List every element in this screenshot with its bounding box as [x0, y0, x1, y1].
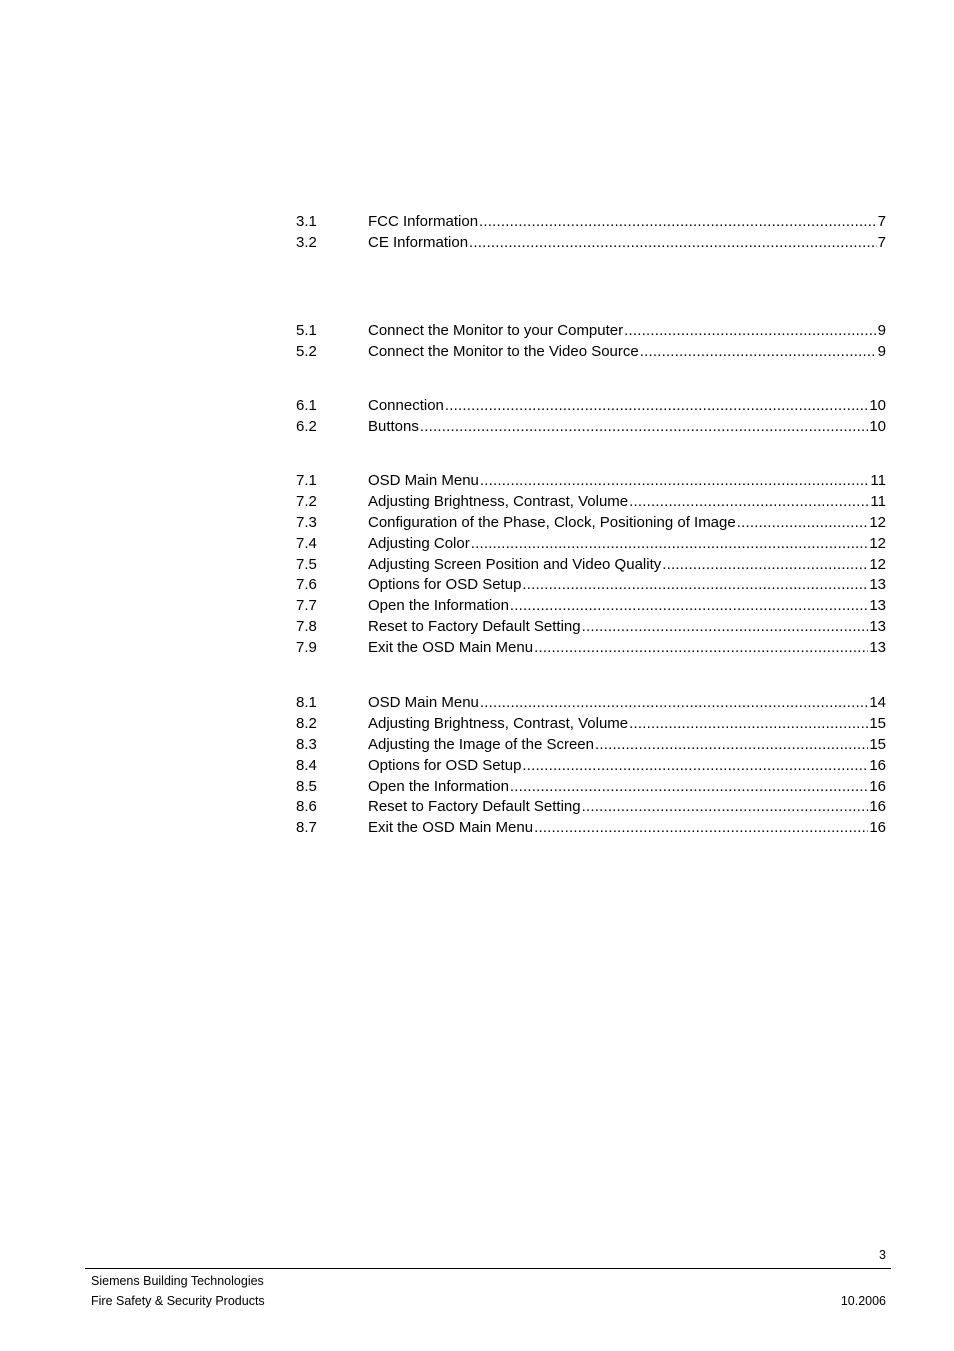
toc-entry-title: Options for OSD Setup [368, 576, 522, 594]
toc-entry-title: Adjusting Color [368, 534, 470, 552]
toc-entry-title: Exit the OSD Main Menu [368, 819, 534, 837]
toc-entry-page: 9 [877, 322, 886, 339]
toc-entry-number: 7.5 [296, 555, 317, 573]
toc-entry[interactable] [296, 535, 886, 556]
toc-entry[interactable] [296, 736, 886, 757]
toc-entry-number: 5.2 [296, 342, 317, 360]
dot-leader [582, 618, 869, 635]
toc-entry[interactable] [296, 819, 886, 840]
dot-leader [629, 493, 869, 510]
toc-entry[interactable] [296, 514, 886, 535]
toc-entry-page: 9 [877, 342, 886, 360]
toc-entry-number: 7.6 [296, 576, 317, 594]
dot-leader [522, 757, 868, 774]
footer-date: 10.2006 [840, 1294, 886, 1308]
dot-leader [420, 418, 868, 435]
toc-entry-number: 7.9 [296, 639, 317, 657]
toc-entry-number: 7.8 [296, 618, 317, 636]
toc-entry-title: Configuration of the Phase, Clock, Positioning of Image [368, 513, 736, 531]
toc-entry-title: Options for OSD Setup [368, 756, 522, 774]
toc-entry-number: 8.5 [296, 777, 317, 795]
toc-entry-title: OSD Main Menu [368, 694, 479, 711]
toc-entry-page: 12 [869, 555, 886, 573]
toc-entry-number: 5.1 [296, 322, 317, 339]
toc-entry[interactable] [296, 556, 886, 577]
toc-entry-page: 15 [869, 735, 886, 753]
toc-entry[interactable] [296, 798, 886, 819]
toc-entry-number: 7.4 [296, 534, 317, 552]
toc-entry-number: 7.7 [296, 597, 317, 615]
dot-leader [522, 576, 868, 593]
toc-entry-number: 3.2 [296, 233, 317, 251]
toc-entry[interactable] [296, 597, 886, 618]
dot-leader [624, 322, 877, 339]
toc-entry[interactable] [296, 418, 886, 439]
toc-entry-number: 3.1 [296, 213, 317, 230]
toc-entry-page: 11 [870, 472, 886, 489]
toc-entry-page: 12 [869, 513, 886, 531]
toc-entry-title: Open the Information [368, 777, 509, 795]
toc-entry[interactable] [296, 757, 886, 778]
toc-entry-title: CE Information [368, 233, 469, 251]
toc-entry-title: Reset to Factory Default Setting [368, 798, 581, 816]
toc-entry-number: 6.2 [296, 417, 317, 435]
dot-leader [471, 535, 869, 552]
dot-leader [510, 597, 868, 614]
toc-group-section-8 [296, 694, 886, 840]
toc-entry-title: Exit the OSD Main Menu [368, 639, 534, 657]
toc-entry-number: 8.6 [296, 798, 317, 816]
toc-entry-page: 10 [869, 417, 886, 435]
toc-entry-title: Connect the Monitor to the Video Source [368, 342, 639, 360]
footer-company: Siemens Building Technologies [91, 1274, 264, 1288]
toc-entry[interactable] [296, 397, 886, 418]
toc-entry-title: Open the Information [368, 597, 509, 615]
toc-entry-page: 14 [869, 694, 886, 711]
toc-entry[interactable] [296, 715, 886, 736]
toc-entry-title: Adjusting Brightness, Contrast, Volume [368, 492, 629, 510]
toc-entry-page: 13 [869, 576, 886, 594]
toc-entry[interactable] [296, 213, 886, 234]
toc-entry-title: Connection [368, 397, 444, 414]
dot-leader [582, 798, 869, 815]
toc-entry-page: 16 [869, 777, 886, 795]
toc-entry[interactable] [296, 618, 886, 639]
toc-entry[interactable] [296, 322, 886, 343]
toc-entry-page: 13 [869, 597, 886, 615]
toc-entry-title: Reset to Factory Default Setting [368, 618, 581, 636]
dot-leader [479, 213, 877, 230]
toc-entry-number: 7.2 [296, 492, 317, 510]
toc-entry-number: 8.2 [296, 714, 317, 732]
toc-entry-page: 16 [869, 756, 886, 774]
toc-entry-page: 16 [869, 819, 886, 837]
toc-group-section-5 [296, 322, 886, 364]
toc-entry[interactable] [296, 343, 886, 364]
dot-leader [737, 514, 869, 531]
dot-leader [445, 397, 868, 414]
toc-entry[interactable] [296, 234, 886, 255]
toc-entry-page: 11 [870, 492, 886, 510]
toc-entry-page: 7 [877, 213, 886, 230]
dot-leader [480, 694, 868, 711]
toc-entry-number: 8.1 [296, 694, 317, 711]
dot-leader [510, 778, 868, 795]
toc-group-section-6 [296, 397, 886, 439]
toc-entry-page: 16 [869, 798, 886, 816]
toc-entry-title: FCC Information [368, 213, 479, 230]
dot-leader [480, 472, 870, 489]
dot-leader [534, 639, 868, 656]
toc-entry-number: 7.1 [296, 472, 317, 489]
footer-divider [85, 1268, 891, 1269]
toc-entry-title: Buttons [368, 417, 419, 435]
toc-entry-title: Adjusting the Image of the Screen [368, 735, 594, 753]
toc-entry[interactable] [296, 472, 886, 493]
toc-entry-title: Connect the Monitor to your Computer [368, 322, 624, 339]
toc-entry[interactable] [296, 493, 886, 514]
toc-entry-page: 12 [869, 534, 886, 552]
dot-leader [469, 234, 877, 251]
toc-entry-page: 7 [877, 233, 886, 251]
toc-entry[interactable] [296, 778, 886, 799]
toc-entry[interactable] [296, 639, 886, 660]
toc-entry-number: 8.7 [296, 819, 317, 837]
dot-leader [662, 556, 868, 573]
page-number: 3 [879, 1248, 886, 1262]
dot-leader [595, 736, 868, 753]
toc-entry-number: 8.4 [296, 756, 317, 774]
toc-entry[interactable] [296, 694, 886, 715]
dot-leader [640, 343, 877, 360]
toc-group-section-7 [296, 472, 886, 660]
toc-group-section-3 [296, 213, 886, 255]
toc-entry-number: 8.3 [296, 735, 317, 753]
toc-entry-number: 7.3 [296, 513, 317, 531]
toc-entry-number: 6.1 [296, 397, 317, 414]
footer-division: Fire Safety & Security Products [91, 1294, 265, 1308]
toc-entry-title: Adjusting Screen Position and Video Quality [368, 555, 662, 573]
dot-leader [534, 819, 868, 836]
dot-leader [629, 715, 868, 732]
toc-entry-page: 13 [869, 639, 886, 657]
toc-entry-page: 13 [869, 618, 886, 636]
toc-entry-title: Adjusting Brightness, Contrast, Volume [368, 714, 629, 732]
toc-entry[interactable] [296, 576, 886, 597]
toc-entry-page: 15 [869, 714, 886, 732]
toc-entry-title: OSD Main Menu [368, 472, 479, 489]
toc-entry-page: 10 [869, 397, 886, 414]
